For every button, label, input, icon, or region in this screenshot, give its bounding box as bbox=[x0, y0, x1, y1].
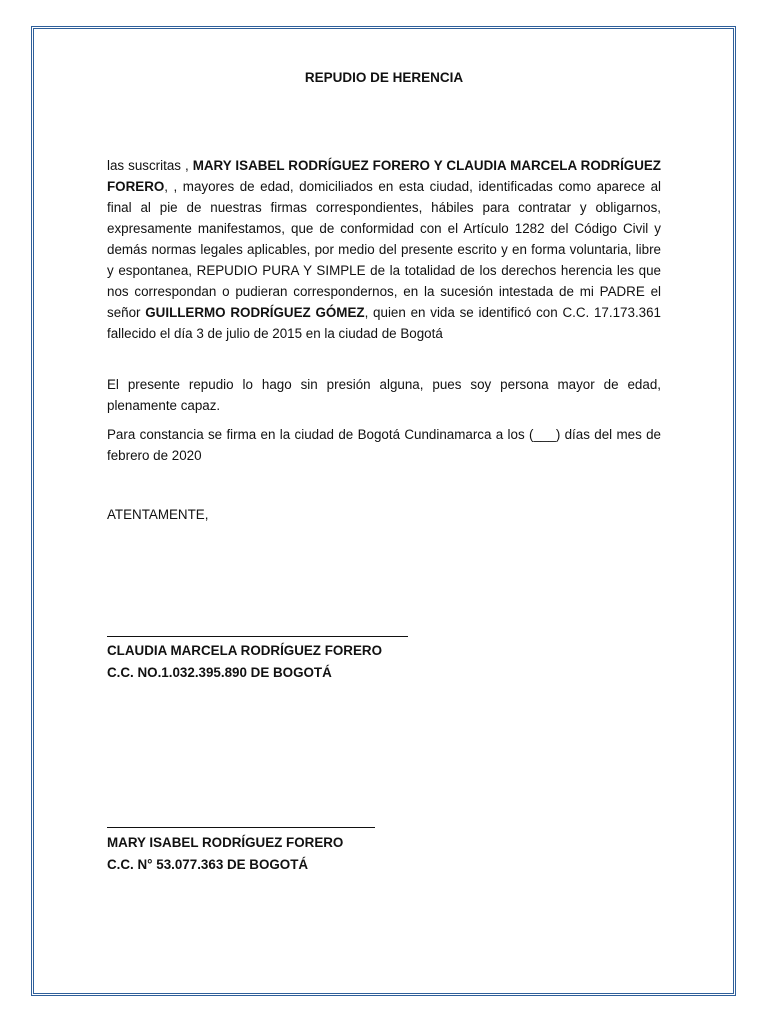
paragraph-declaration: El presente repudio lo hago sin presión alguna, pues soy persona mayor de edad, plenamente capaz. bbox=[107, 377, 661, 413]
father-name: GUILLERMO RODRÍGUEZ GÓMEZ bbox=[145, 305, 365, 320]
body-text-b: , quien en vida se identificó con C.C. 17.173.361 fallecido el día 3 de julio de 2015 en la ciudad de Bogotá bbox=[107, 305, 662, 341]
intro-text: las suscritas , bbox=[107, 158, 193, 173]
paragraph-main bbox=[107, 155, 661, 344]
paragraph-signing-place: Para constancia se firma en la ciudad de Bogotá Cundinamarca a los (___) días del mes de febrero de 2020 bbox=[107, 427, 661, 463]
document-title: REPUDIO DE HERENCIA bbox=[304, 70, 464, 85]
signature-line-2 bbox=[107, 827, 375, 828]
signer-2-name: MARY ISABEL RODRÍGUEZ FORERO bbox=[107, 835, 344, 850]
signer-1-name: CLAUDIA MARCELA RODRÍGUEZ FORERO bbox=[107, 643, 382, 658]
signature-line-1 bbox=[107, 636, 408, 637]
closing-salutation: ATENTAMENTE, bbox=[107, 507, 209, 522]
signatories-names: MARY ISABEL RODRÍGUEZ FORERO Y CLAUDIA MARCELA RODRÍGUEZ FORERO bbox=[107, 158, 661, 194]
signer-2-id: C.C. N° 53.077.363 DE BOGOTÁ bbox=[107, 857, 309, 872]
signer-1-id: C.C. NO.1.032.395.890 DE BOGOTÁ bbox=[107, 665, 332, 680]
body-text-a: , , mayores de edad, domiciliados en esta ciudad, identificadas como aparece al final al pie de nuestras firmas correspondientes, hábiles para contratar y obligarnos, expresamente manifestamos, que de conformidad con el Artículo 1282 del Código Civil y demás normas legales aplicables, por medio del presente escrito y en forma voluntaria, libre y espontanea, REPUDIO PURA Y SIMPLE de la totalidad de los derechos herencia les que nos correspondan o pudieran correspondernos, en la sucesión intestada de mi PADRE el señor bbox=[107, 179, 661, 320]
